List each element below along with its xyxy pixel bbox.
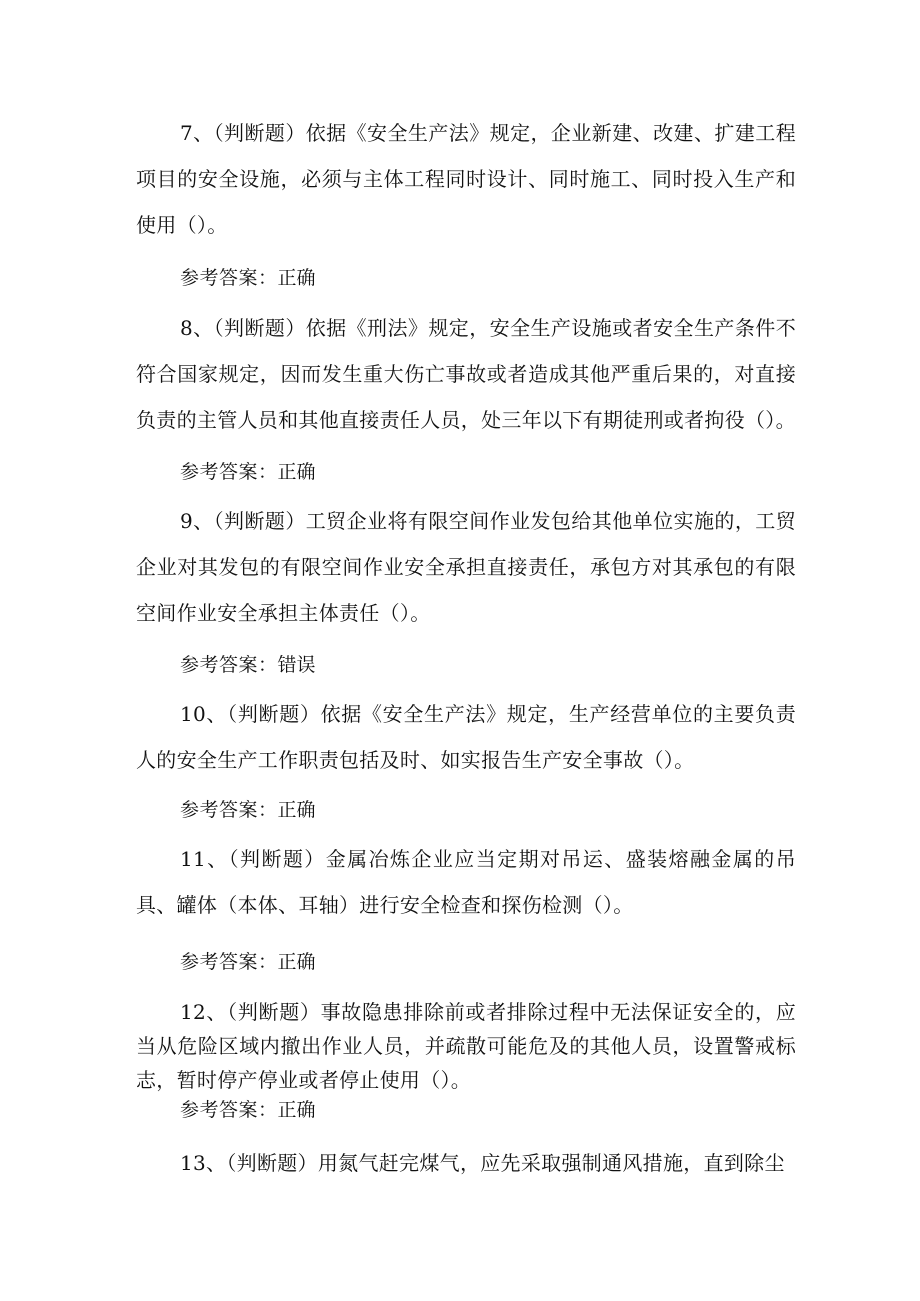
- answer-label: 参考答案：: [180, 951, 278, 973]
- question-12: 12、（判断题）事故隐患排除前或者排除过程中无法保证安全的，应当从危险区域内撤出作业人员，并疏散可能危及的其他人员，设置警戒标志，暂时停产停业或者停止使用（）。: [136, 1000, 796, 1092]
- question-9: 9、（判断题）工贸企业将有限空间作业发包给其他单位实施的，工贸企业对其发包的有限空间作业安全承担直接责任，承包方对其承包的有限空间作业安全承担主体责任（）。: [136, 509, 796, 625]
- answer-11: [180, 947, 316, 977]
- question-7: 7、（判断题）依据《安全生产法》规定，企业新建、改建、扩建工程项目的安全设施，必须与主体工程同时设计、同时施工、同时投入生产和使用（）。: [136, 121, 796, 237]
- answer-7: [180, 263, 316, 293]
- answer-label: 参考答案：: [180, 461, 278, 483]
- answer-value: 正确: [277, 1099, 316, 1121]
- answer-label: 参考答案：: [180, 654, 278, 676]
- answer-label: 参考答案：: [180, 267, 278, 289]
- answer-label: 参考答案：: [180, 799, 278, 821]
- answer-label: 参考答案：: [180, 1099, 278, 1121]
- question-10: 10、（判断题）依据《安全生产法》规定，生产经营单位的主要负责人的安全生产工作职责包括及时、如实报告生产安全事故（）。: [136, 702, 796, 772]
- question-8: 8、（判断题）依据《刑法》规定，安全生产设施或者安全生产条件不符合国家规定，因而发生重大伤亡事故或者造成其他严重后果的，对直接负责的主管人员和其他直接责任人员，处三年以下有期徒刑或者拘役（）。: [136, 316, 796, 432]
- answer-9: [180, 650, 316, 680]
- answer-value: 正确: [277, 951, 316, 973]
- answer-12: [180, 1095, 316, 1125]
- answer-value: 正确: [277, 267, 316, 289]
- answer-10: [180, 795, 316, 825]
- answer-value: 错误: [277, 654, 316, 676]
- answer-8: [180, 457, 316, 487]
- question-11: 11、（判断题）金属冶炼企业应当定期对吊运、盛装熔融金属的吊具、罐体（本体、耳轴）进行安全检查和探伤检测（）。: [136, 847, 796, 917]
- answer-value: 正确: [277, 461, 316, 483]
- question-13: 13、（判断题）用氮气赶完煤气，应先采取强制通风措施，直到除尘: [180, 1151, 785, 1175]
- answer-value: 正确: [277, 799, 316, 821]
